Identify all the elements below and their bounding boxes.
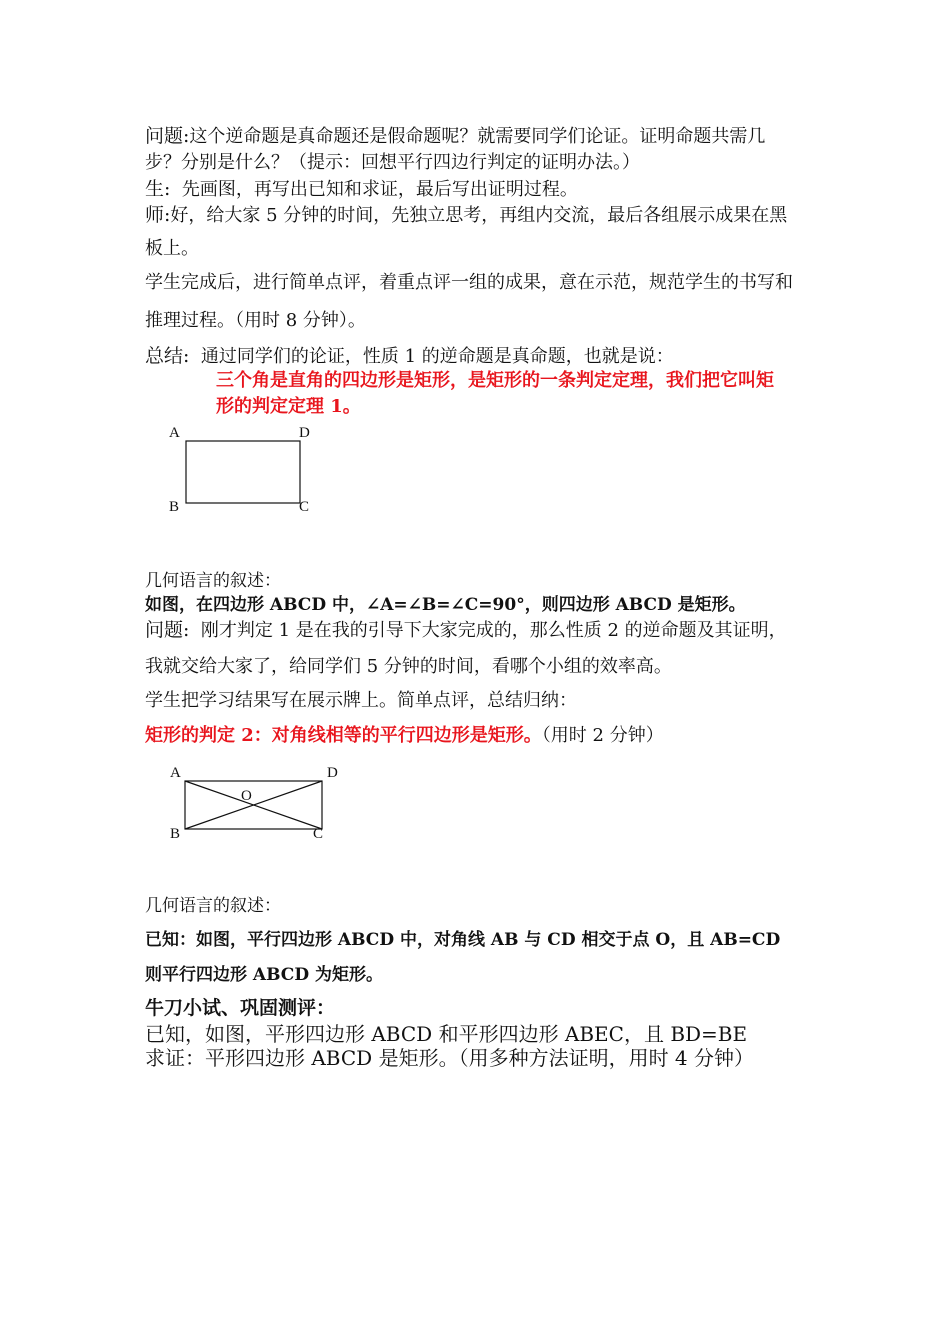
question-paragraph-2-line-2: 我就交给大家了，给同学们 5 分钟的时间，看哪个小组的效率高。 — [145, 656, 672, 677]
vertex-a-label: A — [169, 425, 180, 441]
geometric-statement-1: 如图，在四边形 ABCD 中，∠A=∠B=∠C=90°，则四边形 ABCD 是矩形。 — [145, 595, 746, 615]
vertex-a-label-2: A — [170, 765, 181, 781]
result-line: 学生把学习结果写在展示牌上。简单点评，总结归纳： — [145, 690, 577, 711]
vertex-b-label: B — [169, 499, 180, 515]
theorem-2-line — [145, 726, 664, 747]
teacher-line-1 — [145, 205, 787, 227]
teacher-text: 好，给大家 5 分钟的时间，先独立思考，再组内交流，最后各组展示成果在黑 — [170, 205, 788, 226]
rectangle-figure-1 — [160, 420, 330, 520]
given-statement-line-2: 则平行四边形 ABCD 为矩形。 — [145, 965, 383, 985]
question-label: 问题: — [145, 125, 190, 147]
question-text: 这个逆命题是真命题还是假命题呢？就需要同学们论证。证明命题共需几 — [189, 126, 766, 147]
summary-label: 总结: — [145, 345, 190, 367]
vertex-b-label-2: B — [170, 826, 181, 842]
question-paragraph-1-line-2: 步？分别是什么？（提示：回想平行四边行判定的证明办法。） — [145, 152, 640, 173]
question-2-label: 问题: — [145, 619, 190, 641]
question-paragraph-2-line-1 — [145, 620, 787, 642]
exercise-prove: 求证：平形四边形 ABCD 是矩形。（用多种方法证明，用时 4 分钟） — [145, 1046, 755, 1070]
summary-line — [145, 346, 674, 368]
teacher-line-2: 板上。 — [145, 238, 199, 259]
rectangle-figure-2 — [160, 760, 350, 850]
exercise-heading: 牛刀小试、巩固测评： — [145, 997, 336, 1019]
vertex-c-label: C — [299, 499, 310, 515]
student-label: 生: — [145, 178, 171, 200]
comment-line-2: 推理过程。（用时 8 分钟）。 — [145, 310, 366, 331]
theorem-1-line-1: 三个角是直角的四边形是矩形，是矩形的一条判定定理，我们把它叫矩 — [216, 370, 774, 391]
vertex-d-label-2: D — [327, 765, 338, 781]
vertex-d-label: D — [299, 425, 310, 441]
center-o-label: O — [241, 788, 252, 804]
teacher-label: 师: — [145, 204, 171, 226]
theorem-1-line-2: 形的判定定理 1。 — [216, 396, 361, 417]
comment-line-1: 学生完成后，进行简单点评，着重点评一组的成果，意在示范，规范学生的书写和 — [145, 272, 793, 293]
student-text: 先画图，再写出已知和求证，最后写出证明过程。 — [181, 179, 578, 200]
question-paragraph-1-line-1 — [145, 126, 765, 148]
geometric-language-heading-2: 几何语言的叙述： — [145, 896, 281, 916]
summary-text: 通过同学们的论证，性质 1 的逆命题是真命题，也就是说： — [200, 346, 674, 367]
question-2-text: 刚才判定 1 是在我的引导下大家完成的，那么性质 2 的逆命题及其证明， — [200, 620, 787, 641]
theorem-2-time: （用时 2 分钟） — [541, 725, 664, 746]
student-line — [145, 179, 578, 201]
given-statement-line-1: 已知：如图，平行四边形 ABCD 中，对角线 AB 与 CD 相交于点 O，且 AB=CD — [145, 930, 781, 950]
geometric-language-heading-1: 几何语言的叙述： — [145, 571, 281, 591]
rectangle-abcd — [186, 441, 300, 503]
theorem-2-text: 矩形的判定 2：对角线相等的平行四边形是矩形。 — [145, 725, 542, 746]
vertex-c-label-2: C — [313, 826, 324, 842]
exercise-given: 已知，如图，平形四边形 ABCD 和平形四边形 ABEC，且 BD=BE — [145, 1022, 748, 1046]
